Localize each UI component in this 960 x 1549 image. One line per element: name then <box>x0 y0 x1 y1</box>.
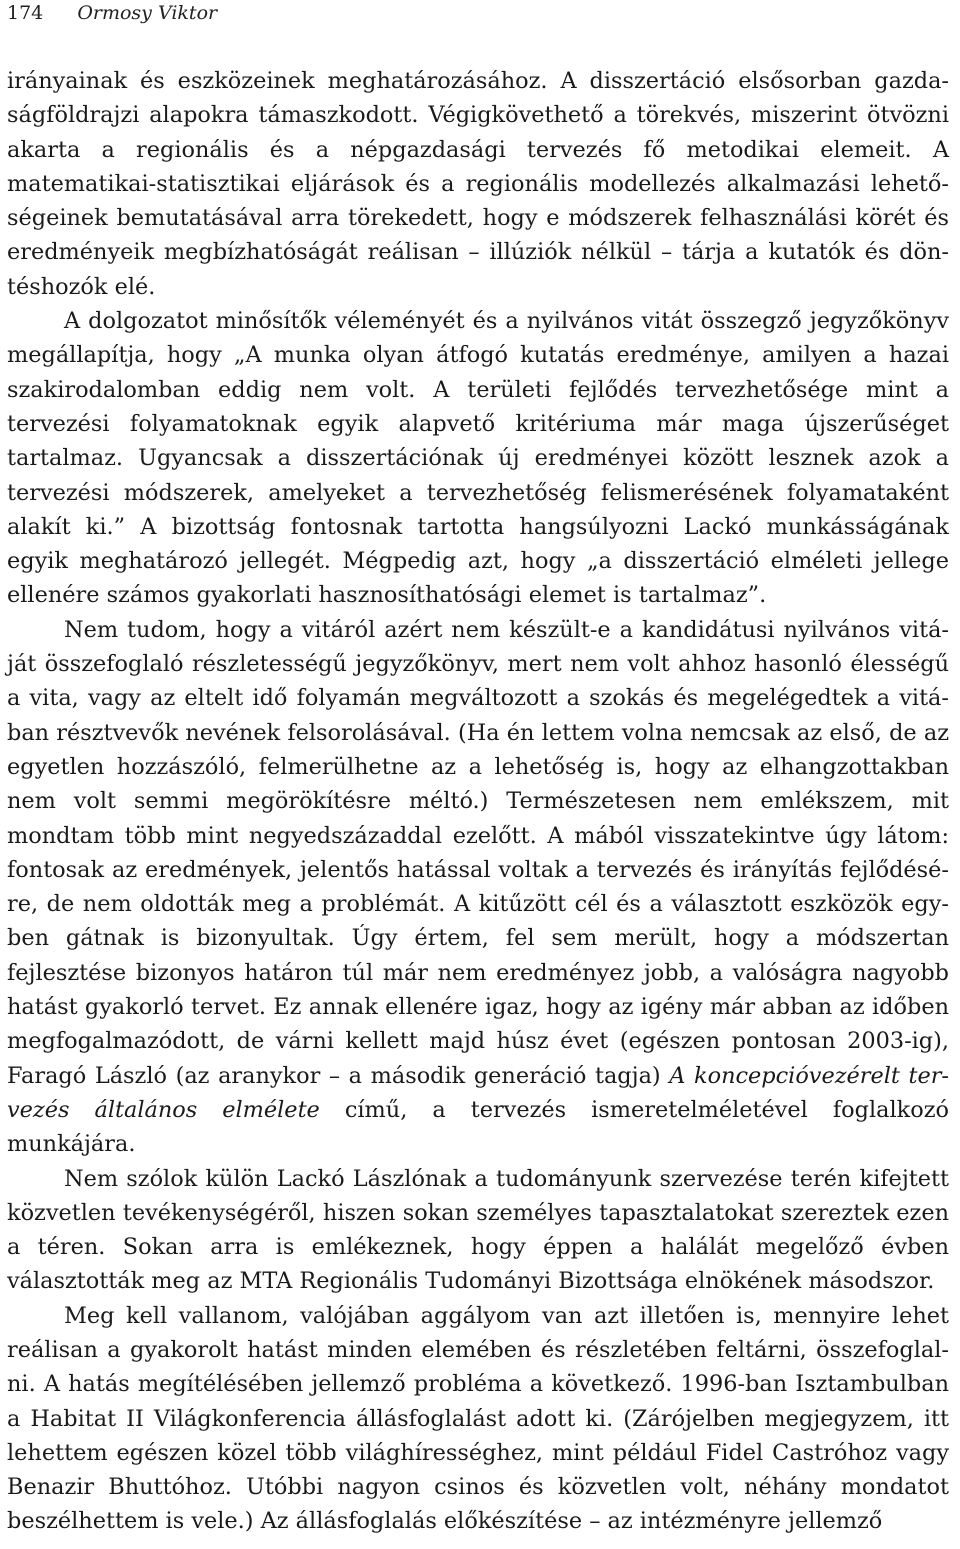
text-run: Nem szólok külön Lackó Lászlónak a tudományunk szervezése terén kifejtett közvetlen tevékenységéről, hiszen sokan személyes tapasztalatokat szereztek ezen a téren. Sokan arra is emlékeznek, hogy éppen a halálát megelőző évben választották meg az MTA Regionális Tudományi Bizottsága elnökének másodszor. <box>7 1165 949 1295</box>
text-run: A dolgozatot minősítők véleményét és a nyilvános vitát összegző jegyzőkönyv megállapítja, hogy „A munka olyan átfogó kutatás eredménye, amilyen a hazai szakirodalomban eddig nem volt. A területi fejlődés tervezhetősége mint a tervezési folyamatoknak egyik alapvető kritériuma már maga újszerűséget tartalmaz. Ugyancsak a disszertációnak új eredményei között lesznek azok a tervezési módszerek, amelyeket a tervezhetőség felismerésének folyamataként alakít ki.” A bizottság fontosnak tartotta hangsúlyozni Lackó munkásságának egyik meghatározó jellegét. Mégpedig azt, hogy „a disszertáció elméleti jellege ellenére számos gyakorlati hasznosíthatósági elemet is tartalmaz”. <box>7 308 949 609</box>
body-text <box>7 64 949 1539</box>
text-run: irányainak és eszközeinek meghatározásához. A disszertáció elsősorban gazdaságföldrajzi alapokra támaszkodott. Végigkövethető a törekvés, miszerint ötvözni akarta a regionális és a népgazdasági tervezés fő metodikai elemeit. A matematikai-statisztikai eljárások és a regionális modellezés alkalmazási lehetőségeinek bemutatásával arra törekedett, hogy e módszerek felhasználási körét és eredményeik megbízhatóságát reálisan – illúziók nélkül – tárja a kutatók és döntéshozók elé. <box>7 68 949 300</box>
book-page <box>7 0 949 1539</box>
italic-title: A koncepcióvezérelt tervezés általános elmélete <box>7 1062 949 1123</box>
running-head <box>7 0 949 28</box>
paragraph <box>7 304 949 613</box>
paragraph <box>7 1299 949 1539</box>
text-run: című, a tervezés ismeretelméletével foglalkozó munkájára. <box>7 1096 949 1158</box>
text-run: Nem tudom, hogy a vitáról azért nem készült-e a kandidátusi nyilvános vitáját összefoglaló részletességű jegyzőkönyv, mert nem volt ahhoz hasonló élességű a vita, vagy az eltelt idő folyamán megváltozott a szokás és megelégedtek a vitában résztvevők nevének felsorolásával. (Ha én lettem volna nemcsak az első, de az egyetlen hozzászóló, felmerülhetne az a lehetőség is, hogy az elhangzottakban nem volt semmi megörökítésre méltó.) Természetesen nem emlékszem, mit mondtam több mint negyedszázaddal ezelőtt. A mából visszatekintve úgy látom: fontosak az eredmények, jelentős hatással voltak a tervezés és irányítás fejlődésére, de nem oldották meg a problémát. A kitűzött cél és a választott eszközök egyben gátnak is bizonyultak. Úgy értem, fel sem merült, hogy a módszertan fejlesztése bizonyos határon túl már nem eredményez jobb, a valóságra nagyobb hatást gyakorló tervet. Ez annak ellenére igaz, hogy az igény már abban az időben megfogalmazódott, de várni kellett majd húsz évet (egészen pontosan 2003-ig), Faragó László (az aranykor – a második generáció tagja) <box>7 616 949 1089</box>
paragraph <box>7 64 949 304</box>
paragraph <box>7 613 949 1162</box>
running-head-author: Ormosy Viktor <box>77 2 218 24</box>
paragraph <box>7 1162 949 1299</box>
text-run: Meg kell vallanom, valójában aggályom van azt illetően is, mennyire lehet reálisan a gyakorolt hatást minden elemében és részletében feltárni, összefoglalni. A hatás megítélésében jellemző probléma a következő. 1996-ban Isztambulban a Habitat II Világkonferencia állásfoglalást adott ki. (Zárójelben megjegyzem, itt lehettem egészen közel több világhírességhez, mint például Fidel Castróhoz vagy Benazir Bhuttóhoz. Utóbbi nagyon csinos és közvetlen volt, néhány mondatot beszélhettem is vele.) Az állásfoglalás előkészítése – az intézményre jellemző <box>7 1302 949 1535</box>
page-number: 174 <box>7 2 44 24</box>
